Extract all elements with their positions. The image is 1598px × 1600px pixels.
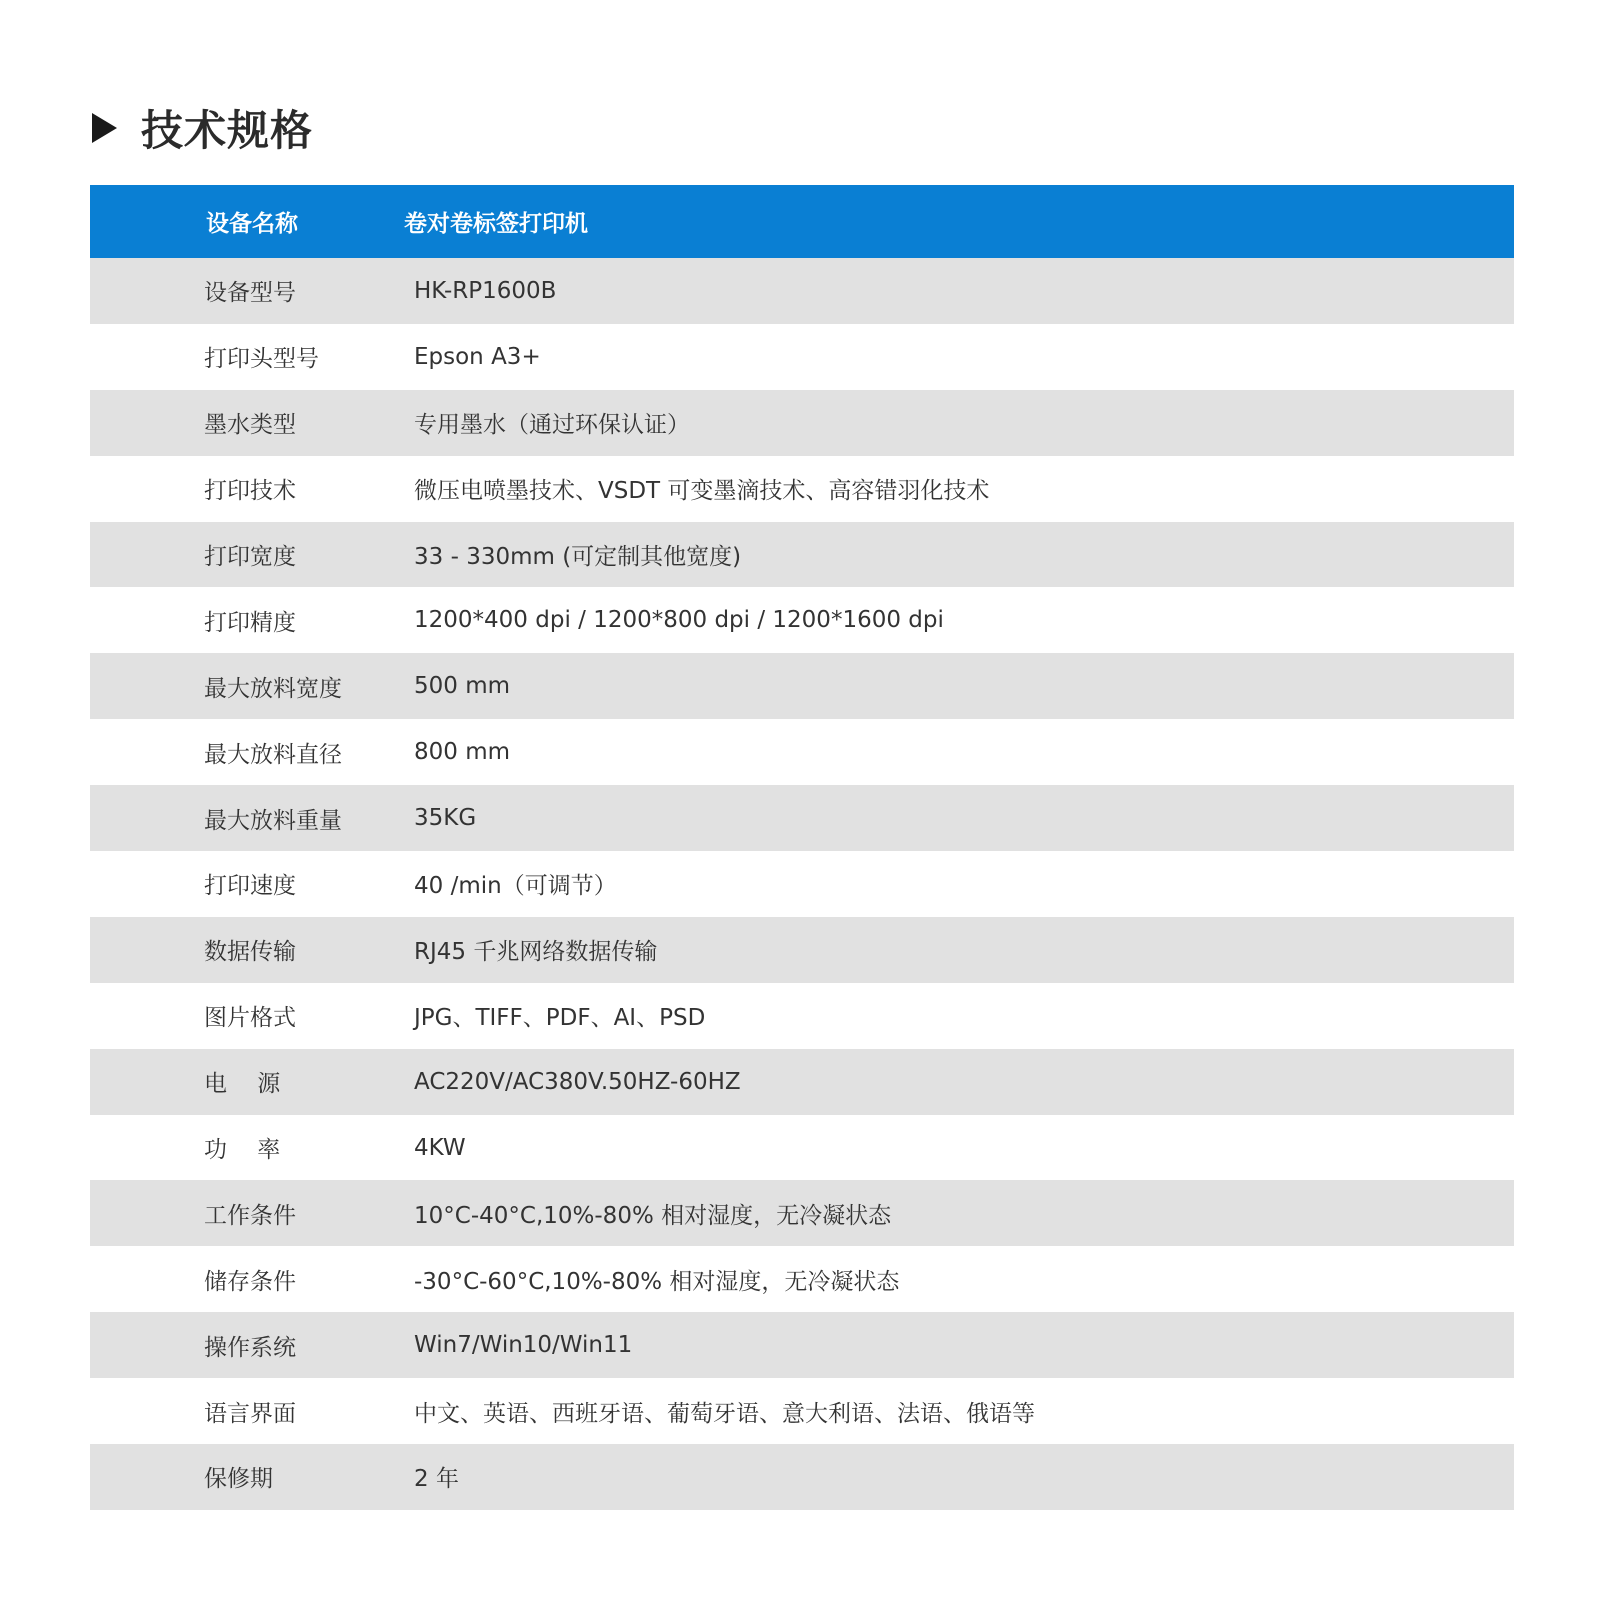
table-row [90, 324, 1514, 390]
table-row [90, 587, 1514, 653]
spec-label: 打印精度 [204, 609, 296, 636]
spec-label: 电 源 [204, 1071, 281, 1098]
spec-table-header [90, 185, 1514, 258]
triangle-right-icon [92, 113, 117, 143]
table-row [90, 653, 1514, 719]
spec-label: 打印速度 [204, 873, 296, 900]
header-label: 设备名称 [206, 211, 298, 237]
spec-rows [90, 258, 1514, 1510]
spec-label: 功 率 [204, 1137, 281, 1164]
spec-label: 打印宽度 [204, 544, 296, 570]
spec-value: JPG、TIFF、PDF、AI、PSD [414, 1005, 706, 1032]
table-row [90, 1049, 1514, 1115]
table-row [90, 983, 1514, 1049]
spec-label: 最大放料宽度 [204, 675, 342, 702]
table-row [90, 1312, 1514, 1378]
spec-value: AC220V/AC380V.50HZ-60HZ [414, 1068, 741, 1095]
spec-value: 500 mm [414, 673, 511, 700]
spec-label: 图片格式 [204, 1005, 296, 1032]
spec-label: 最大放料重量 [204, 807, 342, 834]
spec-value: 33 - 330mm (可定制其他宽度) [414, 544, 742, 570]
spec-value: 微压电喷墨技术、VSDT 可变墨滴技术、高容错羽化技术 [414, 478, 990, 505]
spec-value: 2 年 [414, 1466, 459, 1493]
table-row [90, 1180, 1514, 1246]
spec-value: Win7/Win10/Win11 [414, 1332, 633, 1359]
spec-value: HK-RP1600B [414, 277, 557, 304]
spec-value: 专用墨水（通过环保认证） [414, 412, 690, 439]
spec-table [90, 185, 1514, 1510]
table-row [90, 258, 1514, 324]
table-row [90, 1378, 1514, 1444]
spec-label: 语言界面 [204, 1400, 296, 1427]
section-title: 技术规格 [141, 106, 314, 155]
table-row [90, 1444, 1514, 1510]
table-row [90, 456, 1514, 522]
table-row [90, 851, 1514, 917]
spec-value: 1200*400 dpi / 1200*800 dpi / 1200*1600 dpi [414, 607, 944, 634]
table-row [90, 390, 1514, 456]
spec-label: 最大放料直径 [204, 741, 342, 768]
spec-value: RJ45 千兆网络数据传输 [414, 939, 658, 966]
table-row [90, 1246, 1514, 1312]
header-value: 卷对卷标签打印机 [404, 211, 588, 237]
spec-label: 保修期 [204, 1466, 273, 1493]
section-header [92, 100, 313, 156]
spec-label: 工作条件 [204, 1202, 296, 1229]
spec-value: 中文、英语、西班牙语、葡萄牙语、意大利语、法语、俄语等 [414, 1400, 1035, 1427]
table-row [90, 1115, 1514, 1181]
spec-label: 设备型号 [204, 280, 296, 307]
spec-value: 10°C-40°C,10%-80% 相对湿度，无冷凝状态 [414, 1202, 892, 1229]
spec-value: Epson A3+ [414, 343, 541, 370]
spec-value: 40 /min（可调节） [414, 873, 617, 900]
table-row [90, 917, 1514, 983]
table-row [90, 719, 1514, 785]
spec-value: 800 mm [414, 739, 511, 766]
spec-label: 墨水类型 [204, 412, 296, 439]
spec-label: 数据传输 [204, 939, 296, 966]
spec-label: 打印头型号 [204, 346, 319, 373]
spec-label: 打印技术 [204, 478, 296, 505]
table-row [90, 522, 1514, 588]
spec-value: 4KW [414, 1134, 466, 1161]
spec-label: 储存条件 [204, 1268, 296, 1295]
spec-value: -30°C-60°C,10%-80% 相对湿度，无冷凝状态 [414, 1268, 900, 1295]
spec-value: 35KG [414, 805, 477, 832]
spec-label: 操作系统 [204, 1334, 296, 1361]
table-row [90, 785, 1514, 851]
